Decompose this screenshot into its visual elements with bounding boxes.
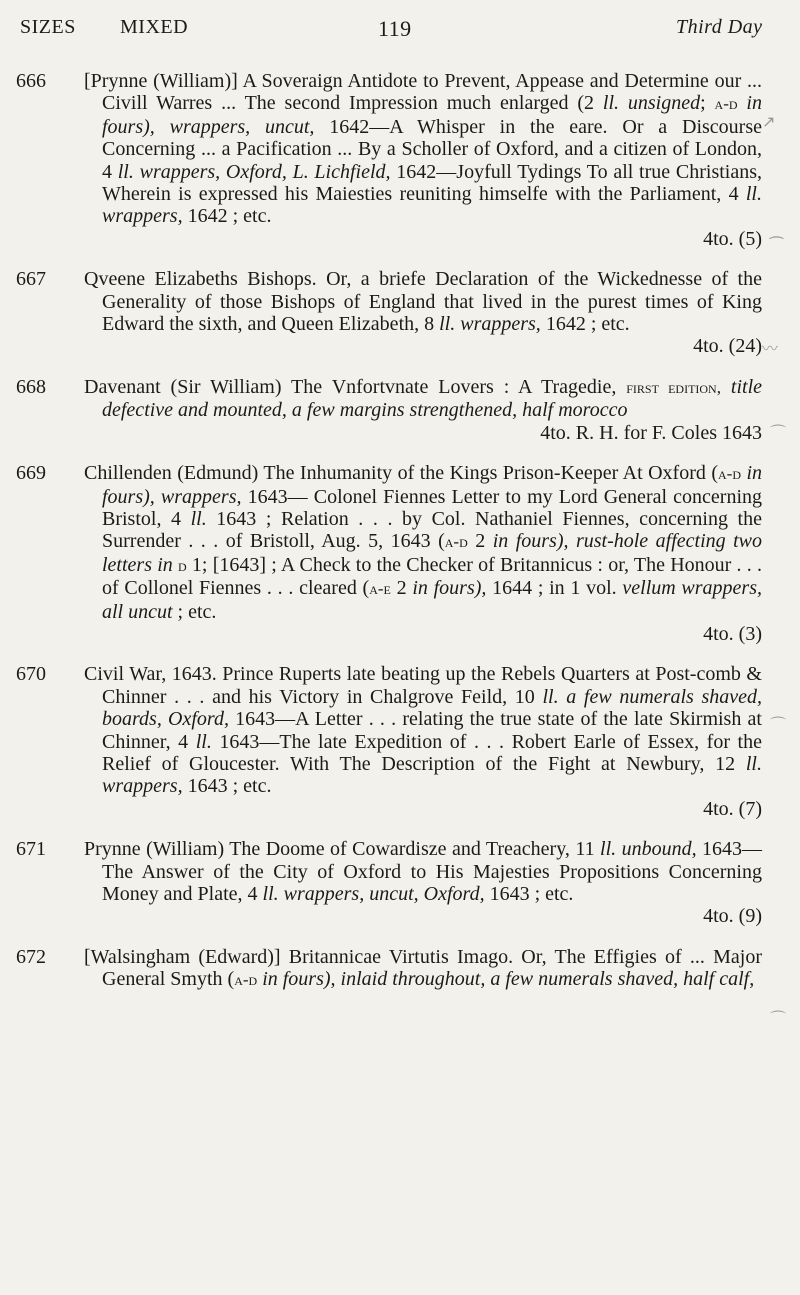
- pencil-mark-icon: ↗: [762, 112, 776, 131]
- lot-description: Chillenden (Edmund) The Inhumanity of the Kings Prison-Keeper At Oxford (a-d in fours), wrappers, 1643— Colonel Fiennes Letter to my Lord General concerning Bristol, 4 ll. 1643 ; Relation . . . by Col. Nathaniel Fiennes, concerning the Surrender . . . of Bristoll, Aug. 5, 1643 (a-d 2 in fours), rust-hole affecting two letters in d 1; [1643] ; A Check to the Checker of Britannicus : or, The Honour . . . of Collonel Fiennes . . . cleared (a-e 2 in fours), 1644 ; in 1 vol. vellum wrappers, all uncut ; etc. 4to. (3): [84, 462, 763, 645]
- lot-size: 4to. (7): [703, 797, 762, 820]
- lot-entry: [0, 462, 800, 645]
- lot-entry: [0, 838, 800, 928]
- lot-size: 4to. (9): [703, 905, 762, 928]
- lot-description: Civil War, 1643. Prince Ruperts late beating up the Rebels Quarters at Post-comb & Chinner . . . and his Victory in Chalgrove Feild, 10 ll. a few numerals shaved, boards, Oxford, 1643—A Letter . . . relating the true state of the late Skirmish at Chinner, 4 ll. 1643—The late Expedition of . . . Robert Earle of Essex, for the Relief of Gloucester. With The Description of the Fight at Newbury, 12 ll. wrappers, 1643 ; etc. 4to. (7): [84, 663, 762, 820]
- catalogue-entries: [0, 70, 800, 1010]
- lot-number: 672: [16, 945, 46, 968]
- lot-description: [Prynne (William)] A Soveraign Antidote to Prevent, Appease and Determine our ... Civill Warres ... The second Impression much enlarged (2 ll. unsigned; a-d in fours), wrappers, uncut, 1642—A Whisper in the eare. Or a Discourse Concerning ... a Pacification ... By a Scholler of Oxford, and a citizen of London, 4 ll. wrappers, Oxford, L. Lichfield, 1642—Joyfull Tydings To all true Christians, Wherein is expressed his Maiesties reuniting himselfe with the Parliament, 4 ll. wrappers, 1642 ; etc. 4to. (5): [84, 70, 763, 250]
- pencil-mark-icon: ⌒: [770, 1009, 787, 1028]
- lot-size: 4to. R. H. for F. Coles 1643: [540, 421, 762, 444]
- lot-description: [Walsingham (Edward)] Britannicae Virtutis Imago. Or, The Effigies of ... Major General Smyth (a-d in fours), inlaid throughout, a few numerals shaved, half calf,: [84, 945, 762, 991]
- header-sizes: SIZES: [20, 16, 76, 38]
- lot-description: Prynne (William) The Doome of Cowardisze and Treachery, 11 ll. unbound, 1643—The Answer of the City of Oxford to His Majesties Propositions Concerning Money and Plate, 4 ll. wrappers, uncut, Oxford, 1643 ; etc. 4to. (9): [84, 838, 763, 928]
- pencil-mark-icon: ⌒: [770, 423, 787, 442]
- lot-entry: [0, 70, 800, 250]
- header-day: Third Day: [676, 16, 763, 38]
- lot-size: 4to. (24): [693, 335, 762, 358]
- header-mixed: MIXED: [120, 16, 189, 38]
- lot-number: 667: [16, 268, 46, 291]
- lot-number: 668: [16, 375, 46, 398]
- lot-size: 4to. (3): [703, 622, 762, 645]
- pencil-mark-icon: ⁀: [770, 236, 783, 255]
- pencil-mark-icon: ⌒: [770, 715, 787, 734]
- lot-size: 4to. (5): [703, 227, 762, 250]
- lot-entry: [0, 376, 800, 444]
- lot-number: 669: [16, 462, 46, 485]
- lot-number: 671: [16, 838, 46, 861]
- lot-entry: [0, 268, 800, 358]
- lot-entry: [0, 946, 800, 992]
- pencil-mark-icon: 〰: [762, 339, 779, 358]
- lot-description: Qveene Elizabeths Bishops. Or, a briefe Declaration of the Wickednesse of the Generality of those Bishops of England that lived in the purest times of King Edward the sixth, and Queen Elizabeth, 8 ll. wrappers, 1642 ; etc. 4to. (24): [84, 268, 762, 358]
- lot-entry: [0, 663, 800, 820]
- lot-number: 666: [16, 70, 46, 92]
- lot-number: 670: [16, 663, 46, 686]
- page-header: [0, 16, 800, 44]
- page-number: 119: [378, 16, 412, 41]
- lot-description: Davenant (Sir William) The Vnfortvnate Lovers : A Tragedie, first edition, title defective and mounted, a few margins strengthened, half morocco 4to. R. H. for F. Coles 1643: [84, 375, 763, 444]
